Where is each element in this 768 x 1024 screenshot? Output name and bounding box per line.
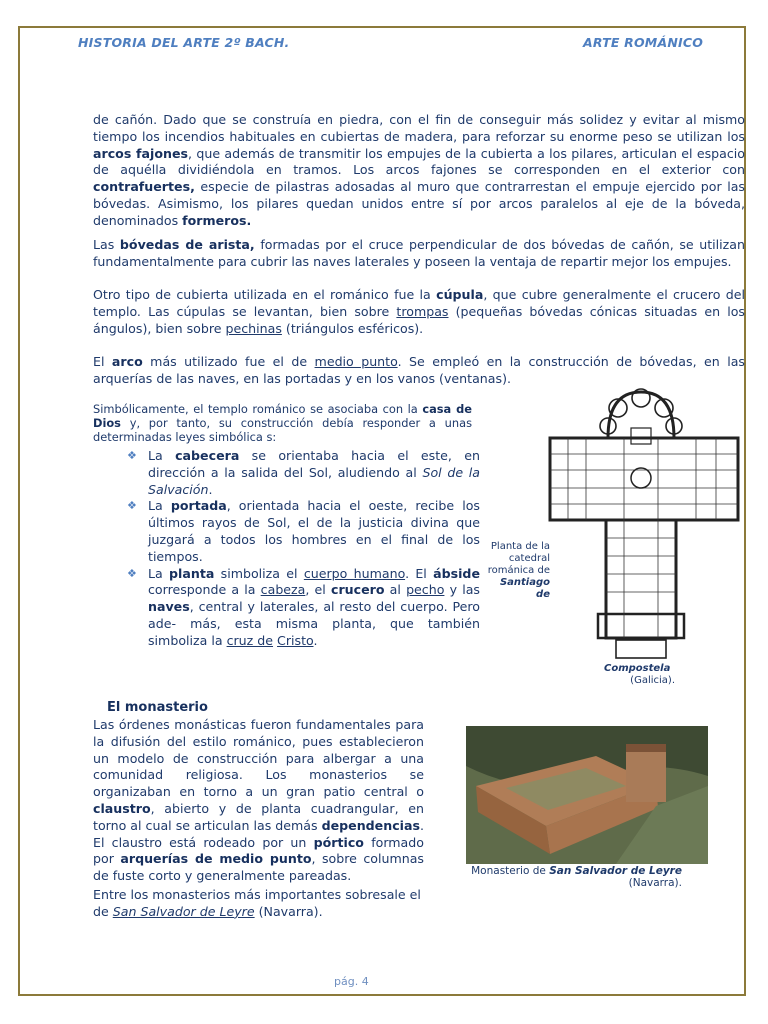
diamond-bullet-icon: ❖ <box>127 449 137 462</box>
header-left: HISTORIA DEL ARTE 2º BACH. <box>78 35 290 50</box>
list-item: ❖ La portada, orientada hacia el oeste, recibe los últimos rayos de Sol, el de la justicia divina que juzgará a todos los hombres en el final de los tiempos. <box>127 498 480 564</box>
list-item: ❖ La cabecera se orientaba hacia el este, en dirección a la salida del Sol, aludiendo al Sol de la Salvación. <box>127 448 481 497</box>
header-right: ARTE ROMÁNICO <box>583 35 704 50</box>
monastery-photo <box>466 726 708 864</box>
symbolism-list <box>127 448 480 650</box>
monastery-heading: El monasterio <box>107 700 208 715</box>
paragraph-monasterio: Las órdenes monásticas fueron fundamentales para la difusión del estilo románico, pues establecieron un modelo de construcción para albergar a una comunidad religiosa. Los monasterios se organizaban en torno a un gran patio central o claustro, abierto y de planta cuadrangular, en torno al cual se articulan las demás dependencias. El claustro está rodeado por un pórtico formado por arquerías de medio punto, sobre columnas de fuste corto y generalmente pareadas. <box>93 717 424 884</box>
paragraph-bovedas-arista: Las bóvedas de arista, formadas por el cruce perpendicular de dos bóvedas de cañón, se utilizan fundamentalmente para cubrir las naves laterales y poseen la ventaja de repartir mejor los empujes. <box>93 237 745 269</box>
cathedral-plan-image <box>546 388 748 664</box>
paragraph-cupula: Otro tipo de cubierta utilizada en el románico fue la cúpula, que cubre generalmente el crucero del templo. Las cúpulas se levantan, bien sobre trompas (pequeñas bóvedas cónicas situadas en los ángulos), bien sobre pechinas (triángulos esféricos). <box>93 287 745 336</box>
paragraph-arco: El arco más utilizado fue el de medio punto. Se empleó en la construcción de bóvedas, en las arquerías de las naves, en las portadas y en los vanos (ventanas). <box>93 354 745 386</box>
page-number: pág. 4 <box>334 975 369 988</box>
paragraph-simbolismo: Simbólicamente, el templo románico se asociaba con la casa de Dios y, por tanto, su construcción debía responder a unas determinadas leyes simbólica s: <box>93 402 473 444</box>
photo-caption: Monasterio de San Salvador de Leyre (Navarra). <box>471 865 682 889</box>
paragraph-leyre: Entre los monasterios más importantes sobresale el de San Salvador de Leyre (Navarra). <box>93 887 421 919</box>
plan-caption-end: Compostela (Galicia). <box>604 663 675 686</box>
paragraph-arcos-fajones: de cañón. Dado que se construía en piedra, con el fin de conseguir más solidez y evitar al mismo tiempo los incendios habituales en cubiertas de madera, para reforzar su enorme peso se utilizan los arcos fajones, que además de transmitir los empujes de la cubierta a los pilares, articulan el espacio de aquélla dividiéndola en tramos. Los arcos fajones se corresponden en el exterior con contrafuertes, especie de pilastras adosadas al muro que contrarrestan el empuje ejercido por las bóvedas. Asimismo, los pilares quedan unidos entre sí por arcos paralelos al eje de la bóveda, denominados formeros. <box>93 112 746 228</box>
diamond-bullet-icon: ❖ <box>127 499 137 513</box>
diamond-bullet-icon: ❖ <box>127 566 137 580</box>
list-item: ❖ La planta simboliza el cuerpo humano. El ábside corresponde a la cabeza, el crucero al pecho y las naves, central y laterales, al resto del cuerpo. Pero ade- más, esta misma planta, que también simboliza la cruz de Cristo. <box>127 565 480 648</box>
plan-caption: Planta de la catedral románica de Santiago de <box>487 541 550 600</box>
